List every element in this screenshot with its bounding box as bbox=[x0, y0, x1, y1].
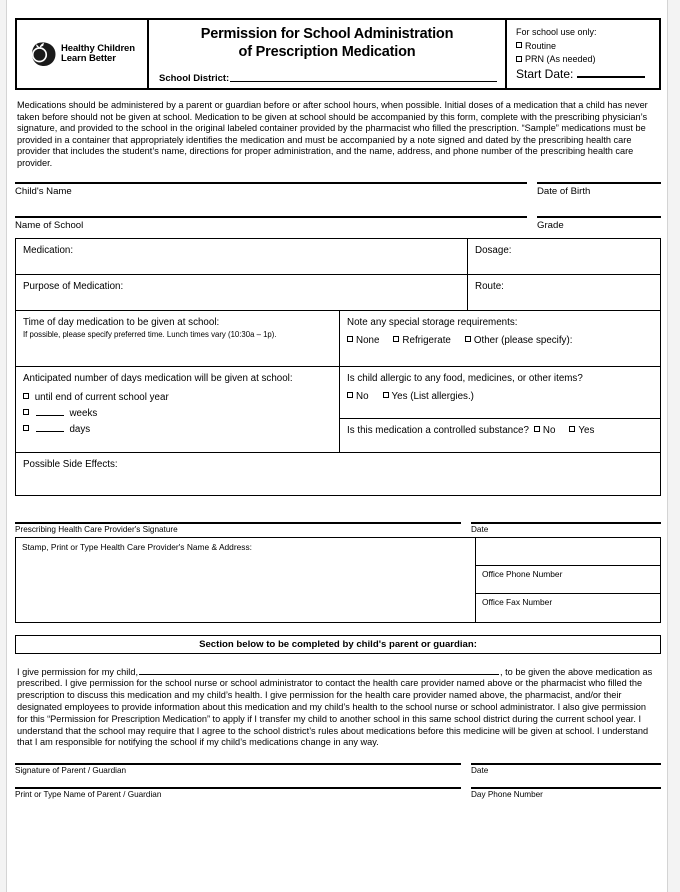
name-of-school-label: Name of School bbox=[15, 219, 84, 231]
student-info-block bbox=[15, 182, 661, 232]
document-page bbox=[6, 0, 668, 892]
logo-text-line1: Healthy Children bbox=[61, 42, 135, 54]
allergy-option-no[interactable] bbox=[347, 390, 369, 403]
side-effects-cell[interactable] bbox=[16, 453, 660, 495]
duration-allergy-row bbox=[16, 367, 660, 453]
checkbox-weeks-icon[interactable] bbox=[23, 409, 29, 415]
medication-cell[interactable] bbox=[16, 239, 468, 275]
allergy-yes-label: Yes (List allergies.) bbox=[391, 390, 474, 402]
name-of-school-field[interactable] bbox=[15, 216, 527, 232]
logo-cell bbox=[17, 20, 149, 88]
day-phone-label: Day Phone Number bbox=[471, 790, 543, 800]
checkbox-controlled-no-icon[interactable] bbox=[534, 426, 540, 432]
office-fax-cell[interactable] bbox=[476, 594, 660, 621]
child-name-inline-rule[interactable] bbox=[139, 665, 499, 675]
title-line-2: of Prescription Medication bbox=[238, 44, 416, 60]
parent-section-banner: Section below to be completed by child's parent or guardian: bbox=[15, 635, 661, 654]
storage-other-label: Other (please specify): bbox=[473, 334, 573, 346]
weeks-input-rule[interactable] bbox=[36, 406, 64, 416]
permission-lead: I give permission for my child, bbox=[17, 666, 139, 677]
page-title bbox=[157, 25, 497, 61]
side-effects-label: Possible Side Effects: bbox=[23, 458, 118, 470]
time-of-day-sublabel: If possible, please specify preferred time. Lunch times vary (10:30a – 1p). bbox=[23, 329, 277, 339]
parent-signature-field[interactable] bbox=[15, 763, 461, 775]
school-district-field[interactable] bbox=[159, 73, 497, 84]
day-phone-field[interactable] bbox=[471, 787, 661, 799]
provider-signature-field[interactable] bbox=[15, 522, 461, 534]
checkbox-allergy-no-icon[interactable] bbox=[347, 392, 353, 398]
controlled-substance-row bbox=[347, 424, 653, 437]
grade-field[interactable] bbox=[537, 216, 661, 232]
instructions-paragraph: Medications should be administered by a parent or guardian before or after school hours, when possible. Initial doses of a medication that a child has never taken before should not be given at school. Medication to be given at school should be accompanied by this form, complete with the prescribing physician’s signature, and provided to the school in the original labeled container provided by the pharmacist who filled the prescription. “Sample” medications must be provided in a container that appropriately identifies the medication and must be accompanied by a note signed and dated by the prescribing health care provider that includes the student’s name, directions for proper administration, and the name, address, and phone number of the prescribing health care provider. bbox=[17, 100, 648, 168]
checkbox-days-icon[interactable] bbox=[23, 425, 29, 431]
anticipated-option-weeks[interactable] bbox=[23, 406, 332, 422]
route-label: Route: bbox=[475, 280, 504, 292]
checkbox-storage-other-icon[interactable] bbox=[465, 336, 471, 342]
prn-label: PRN (As needed) bbox=[525, 54, 596, 64]
storage-options bbox=[347, 334, 653, 347]
allergy-controlled-stack bbox=[340, 367, 660, 453]
grade-label: Grade bbox=[537, 219, 564, 231]
anticipated-option-days[interactable] bbox=[23, 422, 332, 438]
field-spacer bbox=[15, 204, 661, 216]
time-storage-row bbox=[16, 311, 660, 367]
parent-signature-row bbox=[15, 763, 661, 775]
office-phone-cell[interactable] bbox=[476, 566, 660, 594]
dosage-cell[interactable] bbox=[468, 239, 660, 275]
child-name-field[interactable] bbox=[15, 182, 527, 198]
routine-label: Routine bbox=[525, 40, 557, 51]
apple-logo-icon bbox=[29, 39, 59, 69]
parent-signature-block bbox=[15, 763, 661, 799]
checkbox-controlled-yes-icon[interactable] bbox=[569, 426, 575, 432]
provider-stamp-cell[interactable] bbox=[16, 538, 476, 622]
controlled-question: Is this medication a controlled substance? bbox=[347, 424, 529, 436]
checkbox-prn-icon[interactable] bbox=[516, 56, 522, 62]
logo-text-line2: Learn Better bbox=[61, 53, 116, 64]
parent-printname-label: Print or Type Name of Parent / Guardian bbox=[15, 790, 162, 800]
anticipated-until-end-label: until end of current school year bbox=[34, 391, 169, 403]
dosage-label: Dosage: bbox=[475, 244, 512, 256]
anticipated-days-label: days bbox=[69, 423, 91, 435]
parent-date-field[interactable] bbox=[471, 763, 661, 775]
child-name-row bbox=[15, 182, 661, 198]
child-name-label: Child's Name bbox=[15, 185, 72, 197]
permission-rest: , to be given the above medication as prescribed. I give permission for the school nurse or school administrator to contact the health care provider named above or the pharmacist who filled the prescription to discuss this medication and my child’s health. I give permission for the health care provider named above, the pharmacist, and/or their designated employees to provide information about this medication and my child’s health to the school nurse or school administrator. I also give permission for this “Permission for Prescription Medication” to apply if I transfer my child to another school in this same school district during the current school year. I understand that the school may require that I agree to the school district’s rules about medications before this medicine will be given at school. I understand that I am responsible for notifying the school if my child’s medications change in any way. bbox=[17, 666, 653, 748]
controlled-yes-label: Yes bbox=[578, 424, 595, 436]
provider-signature-gap bbox=[15, 496, 661, 522]
checkbox-storage-refrigerate-icon[interactable] bbox=[393, 336, 399, 342]
anticipated-days-cell bbox=[16, 367, 340, 453]
purpose-row bbox=[16, 275, 660, 311]
office-phone-label: Office Phone Number bbox=[482, 568, 563, 579]
storage-option-refrigerate[interactable] bbox=[393, 334, 450, 347]
controlled-no-label: No bbox=[542, 424, 556, 436]
route-cell[interactable] bbox=[468, 275, 660, 311]
checkbox-routine-icon[interactable] bbox=[516, 42, 522, 48]
purpose-label: Purpose of Medication: bbox=[23, 280, 124, 292]
form-sheet bbox=[15, 18, 661, 811]
controlled-substance-cell bbox=[340, 419, 660, 453]
anticipated-option-school-year[interactable] bbox=[23, 390, 332, 406]
allergy-option-yes[interactable] bbox=[383, 390, 474, 403]
controlled-option-yes[interactable] bbox=[569, 424, 594, 437]
allergy-cell bbox=[340, 367, 660, 419]
school-name-row bbox=[15, 216, 661, 232]
provider-contact-stack bbox=[476, 538, 660, 622]
start-date-input-rule[interactable] bbox=[577, 76, 645, 78]
permission-paragraph bbox=[15, 665, 661, 750]
storage-heading: Note any special storage requirements: bbox=[347, 316, 518, 328]
provider-blank-cell[interactable] bbox=[476, 538, 660, 566]
office-fax-label: Office Fax Number bbox=[482, 597, 553, 608]
parent-signature-label: Signature of Parent / Guardian bbox=[15, 766, 127, 776]
logo-text bbox=[61, 44, 135, 65]
school-district-input-rule[interactable] bbox=[230, 81, 497, 82]
storage-none-label: None bbox=[356, 334, 380, 346]
storage-option-none[interactable] bbox=[347, 334, 379, 347]
school-use-heading: For school use only: bbox=[516, 27, 597, 37]
allergy-question: Is child allergic to any food, medicines, or other items? bbox=[347, 372, 583, 384]
storage-option-other[interactable] bbox=[465, 334, 573, 347]
allergy-no-label: No bbox=[356, 390, 369, 402]
provider-date-field[interactable] bbox=[471, 522, 661, 534]
time-of-day-label: Time of day medication to be given at school: bbox=[23, 316, 220, 328]
anticipated-heading: Anticipated number of days medication will be given at school: bbox=[23, 372, 293, 384]
school-use-option-routine[interactable] bbox=[516, 40, 651, 54]
medication-label: Medication: bbox=[23, 244, 74, 256]
school-district-label: School District: bbox=[159, 73, 230, 84]
checkbox-storage-none-icon[interactable] bbox=[347, 336, 353, 342]
parent-date-label: Date bbox=[471, 766, 489, 776]
storage-requirements-cell bbox=[340, 311, 660, 367]
date-of-birth-field[interactable] bbox=[537, 182, 661, 198]
side-effects-row bbox=[16, 453, 660, 495]
school-use-option-prn[interactable] bbox=[516, 53, 651, 67]
controlled-option-no[interactable] bbox=[534, 424, 556, 437]
title-line-1: Permission for School Administration bbox=[200, 26, 454, 42]
time-of-day-cell[interactable] bbox=[16, 311, 340, 367]
provider-signature-row bbox=[15, 522, 661, 534]
date-of-birth-label: Date of Birth bbox=[537, 185, 591, 197]
medication-details-grid bbox=[15, 238, 661, 496]
purpose-cell[interactable] bbox=[16, 275, 468, 311]
checkbox-allergy-yes-icon[interactable] bbox=[383, 392, 389, 398]
medication-row bbox=[16, 239, 660, 275]
title-cell bbox=[149, 20, 507, 88]
start-date-field[interactable] bbox=[516, 68, 651, 82]
school-use-cell bbox=[507, 20, 659, 88]
storage-refrigerate-label: Refrigerate bbox=[402, 334, 451, 346]
checkbox-until-end-icon[interactable] bbox=[23, 393, 29, 399]
days-input-rule[interactable] bbox=[36, 422, 64, 432]
provider-date-label: Date bbox=[471, 524, 489, 534]
provider-signature-label: Prescribing Health Care Provider's Signature bbox=[15, 524, 178, 534]
allergy-options bbox=[347, 390, 653, 403]
provider-stamp-label: Stamp, Print or Type Health Care Provider's Name & Address: bbox=[22, 541, 252, 552]
parent-printname-row bbox=[15, 787, 661, 799]
anticipated-weeks-label: weeks bbox=[69, 407, 98, 419]
start-date-label: Start Date: bbox=[516, 66, 574, 81]
parent-printname-field[interactable] bbox=[15, 787, 461, 799]
form-header bbox=[15, 18, 661, 90]
provider-stamp-grid bbox=[15, 537, 661, 623]
